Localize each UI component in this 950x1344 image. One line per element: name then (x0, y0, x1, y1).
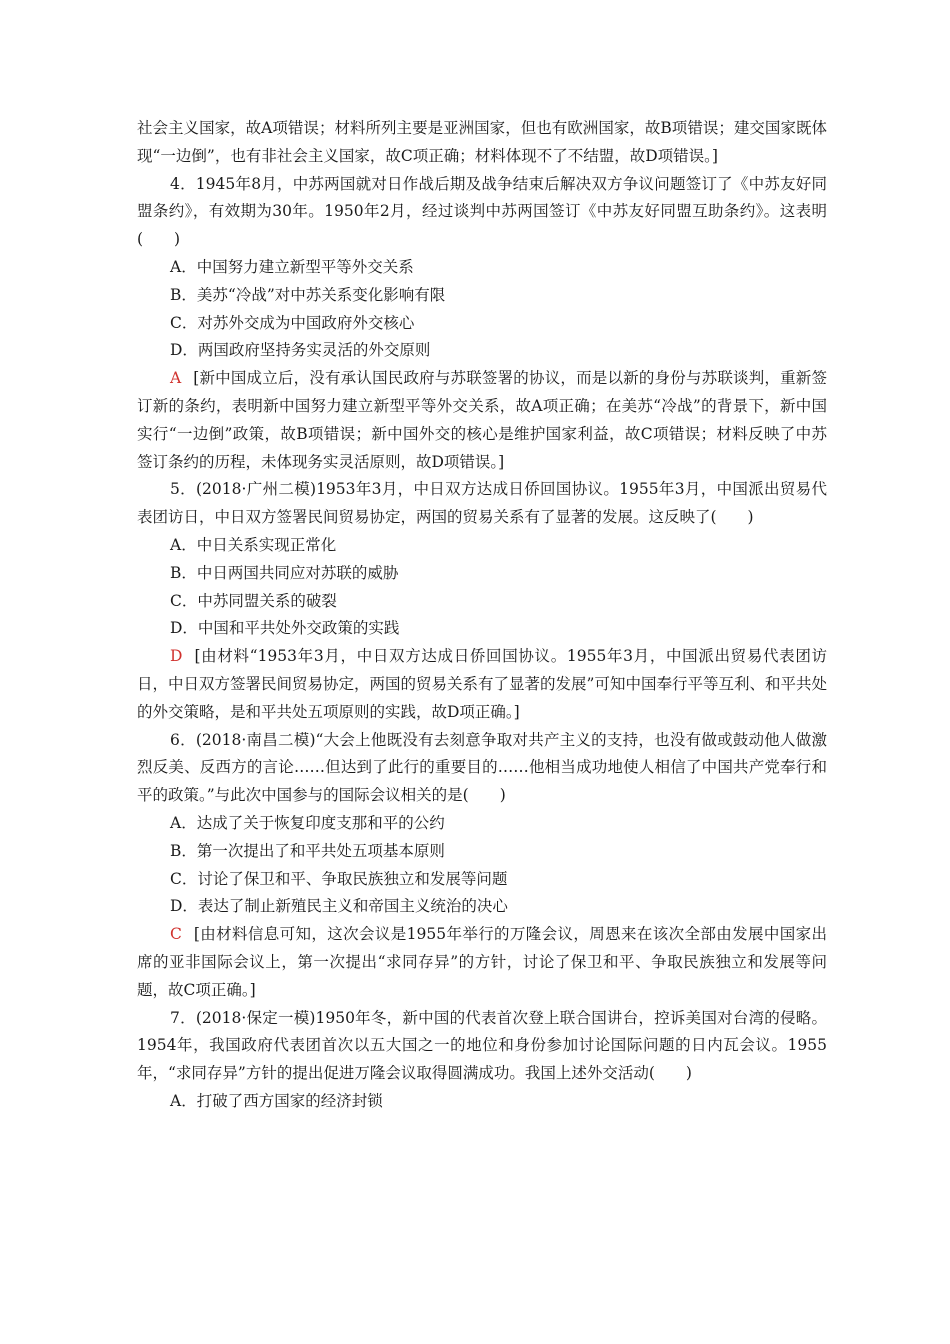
document-page (137, 115, 827, 1116)
option-c: C．对苏外交成为中国政府外交核心 (170, 313, 415, 332)
explanation-text: [新中国成立后，没有承认国民政府与苏联签署的协议，而是以新的身份与苏联谈判，重新签订新的条约，表明新中国努力建立新型平等外交关系，故A项正确；在美苏“冷战”的背景下，新中国实行“一边倒”政策，故B项错误；新中国外交的核心是维护国家利益，故C项错误；材料反映了中苏签订条约的历程，未体现务实灵活原则，故D项错误。] (137, 369, 827, 471)
option-b: B．美苏“冷战”对中苏关系变化影响有限 (170, 285, 446, 304)
option-d: D．两国政府坚持务实灵活的外交原则 (170, 341, 431, 360)
intro-explanation: 社会主义国家，故A项错误；材料所列主要是亚洲国家，但也有欧洲国家，故B项错误；建交国家既体现“一边倒”，也有非社会主义国家，故C项正确；材料体现不了不结盟，故D项错误。] (137, 119, 827, 165)
answer-letter: D (170, 647, 183, 666)
question-stem: 4．1945年8月，中苏两国就对日作战后期及战争结束后解决双方争议问题签订了《中苏友好同盟条约》，有效期为30年。1950年2月，经过谈判中苏两国签订《中苏友好同盟互助条约》。这表明( ) (137, 174, 827, 249)
question-6 (137, 727, 827, 1005)
answer-letter: A (170, 369, 182, 388)
answer-explanation (137, 643, 827, 726)
option-a: A．达成了关于恢复印度支那和平的公约 (170, 813, 445, 832)
explanation-text: [由材料“1953年3月，中日双方达成日侨回国协议。1955年3月，中国派出贸易代表团访日，中日双方签署民间贸易协定，两国的贸易关系有了显著的发展”可知中国奉行平等互利、和平共处的外交策略，是和平共处五项原则的实践，故D项正确。] (137, 647, 827, 721)
option-c: C．中苏同盟关系的破裂 (170, 591, 337, 610)
answer-explanation (137, 921, 827, 1004)
option-a: A．中国努力建立新型平等外交关系 (170, 257, 414, 276)
question-7 (137, 1005, 827, 1116)
option-d: D．表达了制止新殖民主义和帝国主义统治的决心 (170, 897, 508, 916)
option-b: B．第一次提出了和平共处五项基本原则 (170, 841, 445, 860)
question-stem: 5．(2018·广州二模)1953年3月，中日双方达成日侨回国协议。1955年3月，中国派出贸易代表团访日，中日双方签署民间贸易协定，两国的贸易关系有了显著的发展。这反映了( ) (137, 480, 827, 527)
answer-explanation (137, 365, 827, 476)
option-a: A．打破了西方国家的经济封锁 (170, 1091, 383, 1110)
question-stem: 7．(2018·保定一模)1950年冬，新中国的代表首次登上联合国讲台，控诉美国对台湾的侵略。1954年，我国政府代表团首次以五大国之一的地位和身份参加讨论国际问题的日内瓦会议。1955年，“求同存异”方针的提出促进万隆会议取得圆满成功。我国上述外交活动( ) (137, 1008, 827, 1083)
option-d: D．中国和平共处外交政策的实践 (170, 619, 400, 638)
option-a: A．中日关系实现正常化 (170, 535, 337, 554)
explanation-text: [由材料信息可知，这次会议是1955年举行的万隆会议，周恩来在该次全部由发展中国家出席的亚非国际会议上，第一次提出“求同存异”的方针，讨论了保卫和平、争取民族独立和发展等问题，故C项正确。] (137, 925, 827, 999)
question-stem: 6．(2018·南昌二模)“大会上他既没有去刻意争取对共产主义的支持，也没有做或鼓动他人做激烈反美、反西方的言论……但达到了此行的重要目的……他相当成功地使人相信了中国共产党奉行和平的政策。”与此次中国参与的国际会议相关的是( ) (137, 730, 827, 805)
question-4 (137, 171, 827, 477)
option-b: B．中日两国共同应对苏联的威胁 (170, 563, 399, 582)
question-5 (137, 476, 827, 726)
answer-letter: C (170, 925, 182, 944)
option-c: C．讨论了保卫和平、争取民族独立和发展等问题 (170, 869, 508, 888)
